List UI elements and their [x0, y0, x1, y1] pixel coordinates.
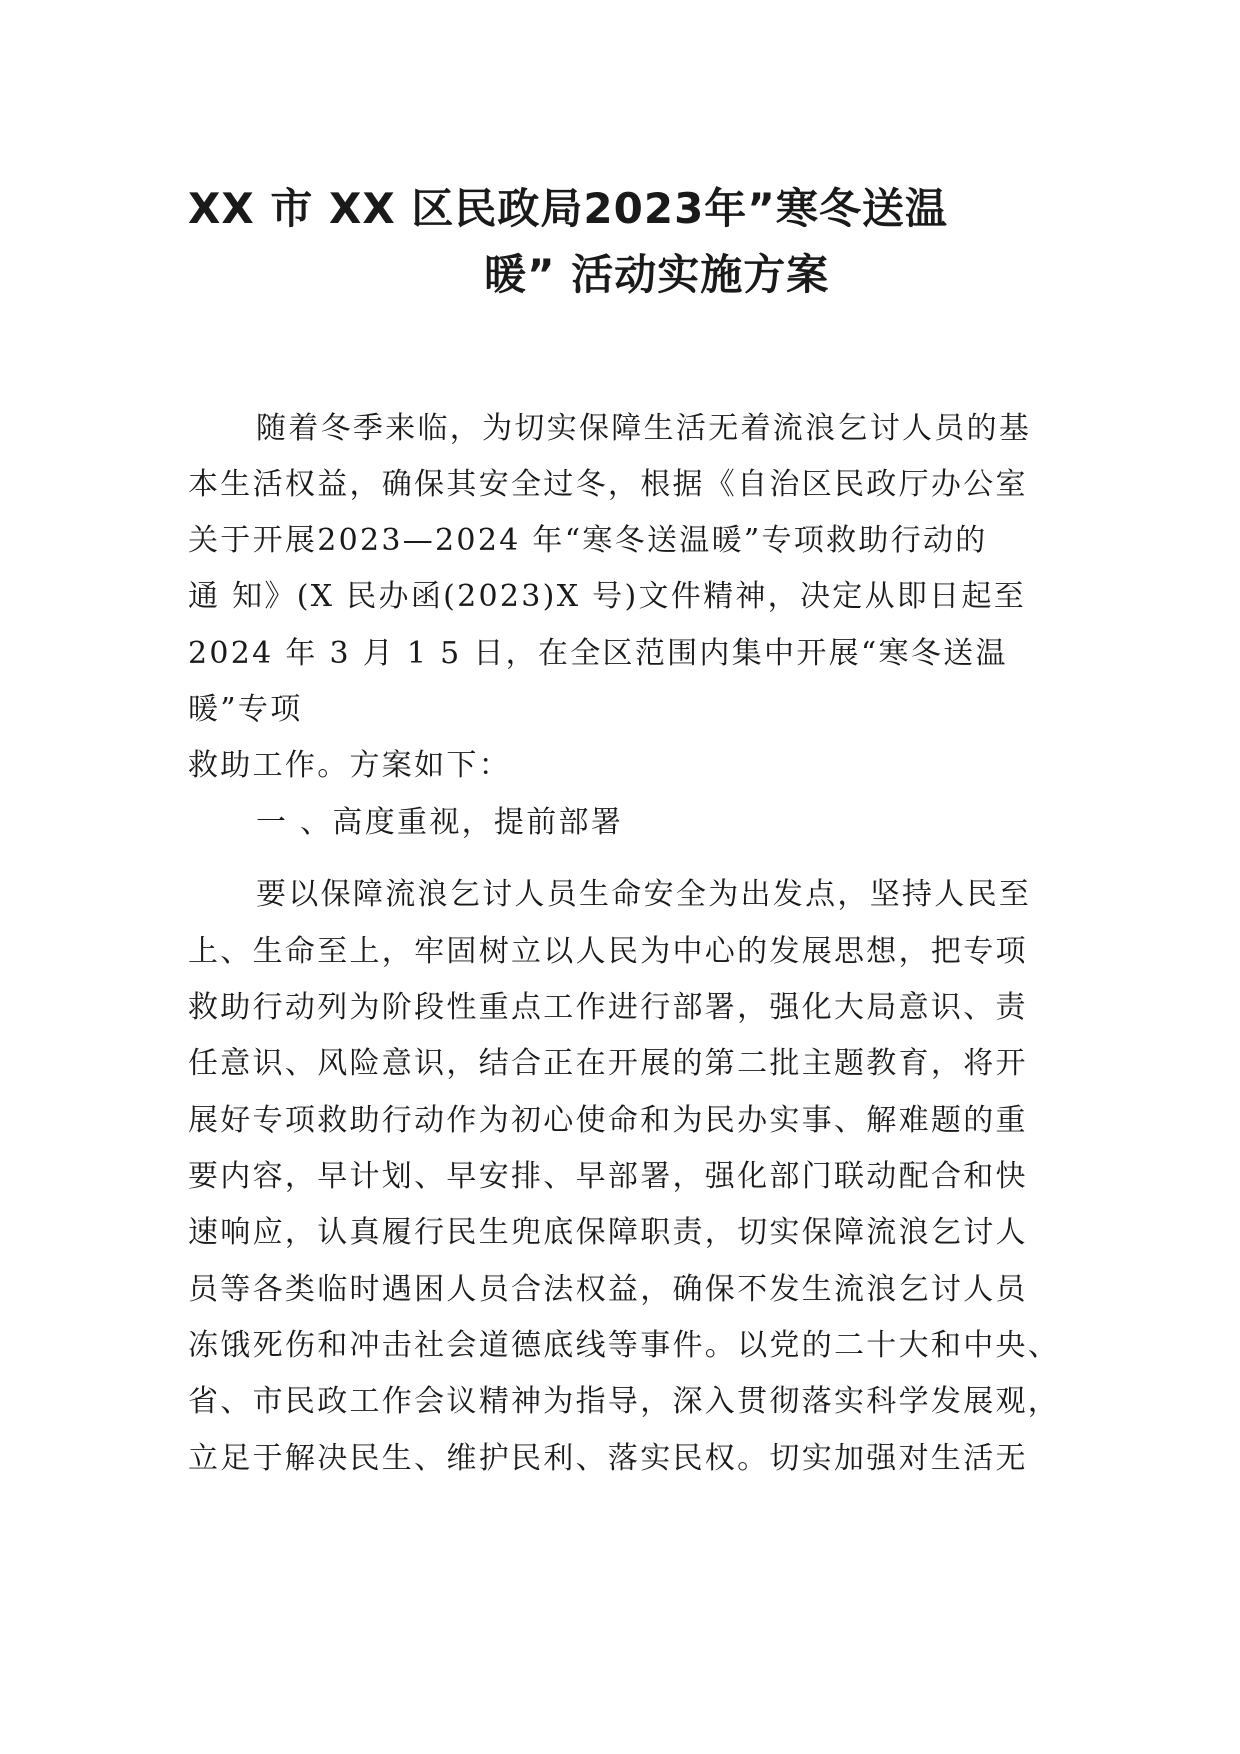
paragraph-line: 立足于解决民生、维护民利、落实民权。切实加强对生活无	[188, 1441, 1028, 1476]
paragraph-line: 省、市民政工作会议精神为指导，深入贯彻落实科学发展观，	[188, 1384, 1061, 1419]
paragraph-line: 2024 年 3 月 1 5 日，在全区范围内集中开展“寒冬送温	[188, 636, 1008, 671]
paragraph-line: 随着冬季来临，为切实保障生活无着流浪乞讨人员的基	[256, 411, 1032, 446]
document-title-line-1: XX 市 XX 区民政局2023年”寒冬送温	[188, 184, 948, 233]
paragraph-line: 速响应，认真履行民生兜底保障职责，切实保障流浪乞讨人	[188, 1215, 1028, 1250]
paragraph-line: 展好专项救助行动作为初心使命和为民办实事、解难题的重	[188, 1103, 1028, 1138]
paragraph-line: 救助行动列为阶段性重点工作进行部署，强化大局意识、责	[188, 990, 1028, 1025]
section-heading: 一 、高度重视，提前部署	[256, 805, 624, 840]
paragraph-line: 关于开展2023—2024 年“寒冬送温暖”专项救助行动的	[188, 523, 988, 558]
paragraph-line: 暖”专项	[188, 692, 303, 727]
paragraph-line: 员等各类临时遇困人员合法权益，确保不发生流浪乞讨人员	[188, 1272, 1028, 1307]
paragraph-line: 上、生命至上，牢固树立以人民为中心的发展思想，把专项	[188, 934, 1028, 969]
paragraph-line: 要内容，早计划、早安排、早部署，强化部门联动配合和快	[188, 1159, 1028, 1194]
paragraph-line: 要以保障流浪乞讨人员生命安全为出发点，坚持人民至	[256, 877, 1032, 912]
paragraph-line: 冻饿死伤和冲击社会道德底线等事件。以党的二十大和中央、	[188, 1328, 1061, 1363]
paragraph-line: 任意识、风险意识，结合正在开展的第二批主题教育，将开	[188, 1046, 1028, 1081]
paragraph-line: 救助工作。方案如下：	[188, 748, 511, 783]
paragraph-line: 本生活权益，确保其安全过冬，根据《自治区民政厅办公室	[188, 467, 1028, 502]
paragraph-line: 通 知》(X 民办函(2023)X 号)文件精神，决定从即日起至	[188, 579, 1027, 614]
document-title-line-2: 暖” 活动实施方案	[484, 250, 830, 299]
